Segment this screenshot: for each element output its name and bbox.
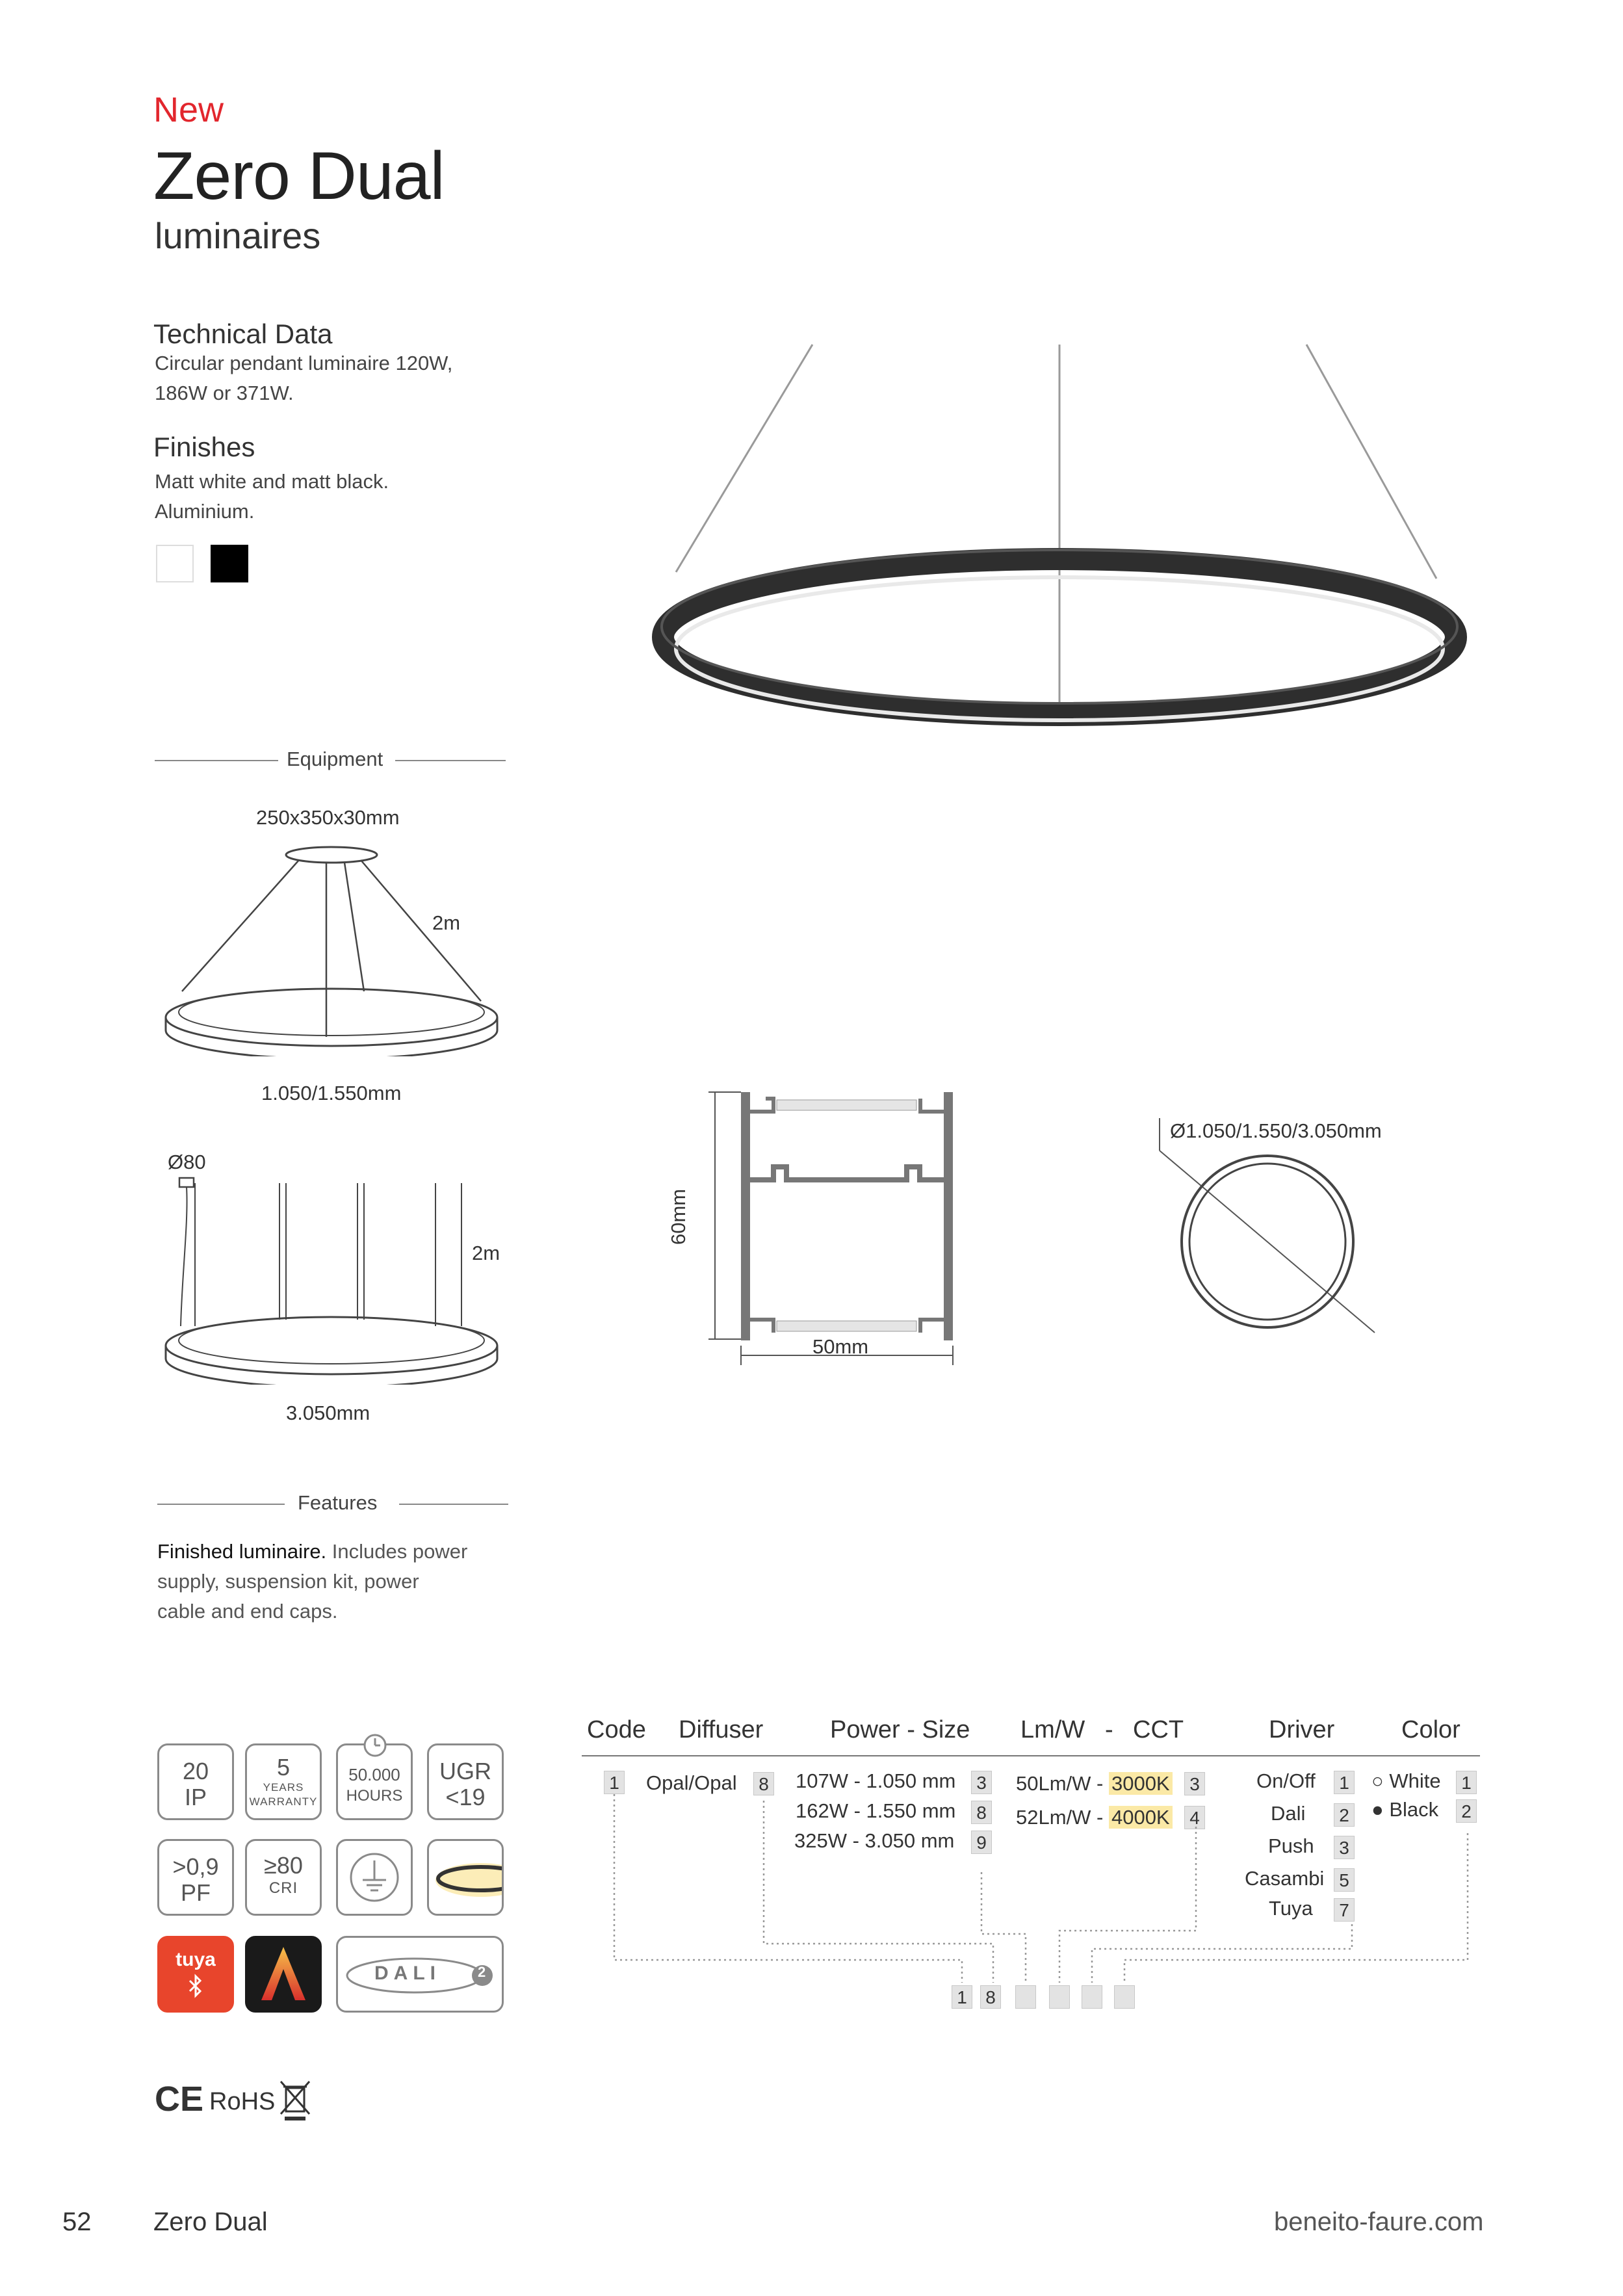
cable-diameter: Ø80 [168, 1151, 206, 1173]
header-driver: Driver [1269, 1716, 1335, 1743]
driver-option-4: Casambi [1245, 1867, 1325, 1890]
profile-section-drawing [689, 1086, 962, 1378]
technical-heading: Technical Data [153, 319, 333, 349]
driver-option-2: Dali [1271, 1802, 1306, 1825]
diffuser-option: Opal/Opal [646, 1771, 737, 1794]
header-power: Power - Size [830, 1716, 970, 1743]
color-option-1 [1371, 1769, 1441, 1793]
ip-value: 20 [182, 1758, 209, 1784]
driver-number-2: 2 [1334, 1803, 1355, 1827]
dali-label: DALI [374, 1963, 441, 1984]
earth-ground-icon [338, 1841, 411, 1914]
ip-badge [157, 1743, 234, 1820]
header-code: Code [587, 1716, 646, 1743]
new-label: New [153, 90, 224, 129]
page-number: 52 [62, 2208, 92, 2236]
finishes-heading: Finishes [153, 432, 255, 462]
table-header-rule [582, 1755, 1480, 1756]
features-text-1: Includes power [326, 1540, 468, 1563]
lmw-number-1: 3 [1184, 1772, 1205, 1795]
ring-diameter-drawing [1144, 1118, 1391, 1339]
cri-line2: CRI [268, 1879, 298, 1897]
casambi-badge [245, 1936, 322, 2013]
lmw-number-2: 4 [1184, 1806, 1205, 1829]
warranty-line2: WARRANTY [249, 1795, 318, 1808]
tuya-badge [157, 1936, 234, 2013]
tuya-label: tuya [175, 1949, 216, 1970]
swatch-black [211, 545, 248, 582]
ugr-line2: <19 [445, 1784, 486, 1810]
power-number-1: 3 [971, 1771, 992, 1794]
header-color: Color [1401, 1716, 1461, 1743]
clock-icon [362, 1732, 388, 1758]
features-rule-left [157, 1504, 285, 1505]
result-digit-4 [1049, 1985, 1070, 2009]
result-digit-1: 1 [952, 1985, 972, 2009]
driver-number-1: 1 [1334, 1771, 1355, 1794]
equipment-rule-right [395, 760, 506, 761]
power-number-3: 9 [971, 1831, 992, 1854]
ce-mark: CE [155, 2080, 204, 2119]
footer-website-link[interactable]: beneito-faure.com [1274, 2208, 1484, 2236]
ring-diameter: Ø1.050/1.550/3.050mm [1170, 1119, 1382, 1142]
page-title: Zero Dual [153, 138, 445, 214]
finishes-text-1: Matt white and matt black. [155, 470, 389, 493]
ground-badge [336, 1839, 413, 1916]
driver-option-3: Push [1268, 1834, 1314, 1857]
equipment-drawing-large [156, 1170, 507, 1385]
lmw-prefix-1: 50Lm/W - [1016, 1772, 1109, 1795]
result-digit-6 [1114, 1985, 1135, 2009]
pf-badge [157, 1839, 234, 1916]
casambi-logo-icon [247, 1938, 320, 2011]
features-line-1 [157, 1537, 467, 1567]
color-number-1: 1 [1456, 1771, 1477, 1794]
features-text-2: supply, suspension kit, power [157, 1570, 419, 1593]
warranty-line1: YEARS [263, 1781, 304, 1794]
features-label: Features [298, 1491, 378, 1514]
pf-line1: >0,9 [172, 1853, 219, 1880]
power-option-3: 325W - 3.050 mm [794, 1829, 955, 1852]
result-digit-5 [1082, 1985, 1102, 2009]
footer-product: Zero Dual [153, 2208, 268, 2236]
cct-value-1: 3000K [1109, 1772, 1173, 1795]
black-circle-icon: ● [1371, 1798, 1384, 1821]
result-digit-3 [1015, 1985, 1036, 2009]
power-number-2: 8 [971, 1801, 992, 1824]
features-bold: Finished luminaire. [157, 1540, 327, 1563]
features-rule-right [399, 1504, 508, 1505]
code-number: 1 [604, 1771, 625, 1794]
finishes-text-2: Aluminium. [155, 500, 255, 523]
power-option-1: 107W - 1.050 mm [796, 1769, 956, 1792]
swatch-white [156, 545, 194, 582]
indirect-light-badge [427, 1839, 504, 1916]
driver-option-5: Tuya [1269, 1897, 1313, 1920]
header-dash: - [1105, 1716, 1113, 1743]
cable-length-1: 2m [432, 911, 461, 934]
equipment-label: Equipment [287, 748, 383, 770]
profile-height: 60mm [667, 1188, 690, 1245]
hours-label: HOURS [346, 1787, 403, 1805]
color-number-2: 2 [1456, 1799, 1477, 1823]
color-label-1: White [1389, 1769, 1441, 1792]
white-circle-icon: ○ [1371, 1769, 1384, 1792]
warranty-badge [245, 1743, 322, 1820]
color-label-2: Black [1389, 1798, 1439, 1821]
lmw-option-1 [1016, 1772, 1173, 1795]
diffuser-number: 8 [753, 1772, 774, 1795]
ip-label: IP [184, 1784, 207, 1810]
diameter-large: 3.050mm [286, 1402, 370, 1424]
profile-width: 50mm [812, 1335, 869, 1358]
warranty-value: 5 [276, 1754, 291, 1781]
header-lmw: Lm/W [1020, 1716, 1085, 1743]
driver-number-3: 3 [1334, 1836, 1355, 1859]
equipment-rule-left [155, 760, 278, 761]
header-cct: CCT [1133, 1716, 1184, 1743]
rohs-mark: RoHS [209, 2088, 276, 2115]
hours-badge [336, 1743, 413, 1820]
product-hero-image [598, 338, 1521, 741]
hours-value: 50.000 [348, 1765, 400, 1784]
cct-value-2: 4000K [1109, 1806, 1173, 1829]
page-subtitle: luminaires [155, 215, 321, 256]
features-text-3: cable and end caps. [157, 1600, 338, 1623]
technical-text-1: Circular pendant luminaire 120W, [155, 352, 453, 374]
cri-badge [245, 1839, 322, 1916]
driver-number-4: 5 [1334, 1868, 1355, 1892]
canopy-size: 250x350x30mm [256, 806, 400, 829]
diameter-small: 1.050/1.550mm [261, 1082, 402, 1104]
driver-option-1: On/Off [1256, 1769, 1316, 1792]
power-option-2: 162W - 1.550 mm [796, 1799, 956, 1822]
equipment-drawing-small [156, 842, 507, 1056]
light-ring-icon [429, 1841, 502, 1914]
code-connector-lines [585, 1794, 1482, 1983]
weee-bin-icon [278, 2079, 312, 2122]
pf-line2: PF [180, 1879, 211, 1906]
ugr-badge [427, 1743, 504, 1820]
dali-badge [336, 1936, 504, 2013]
result-digit-2: 8 [980, 1985, 1001, 2009]
technical-text-2: 186W or 371W. [155, 382, 294, 404]
lmw-prefix-2: 52Lm/W - [1016, 1806, 1109, 1829]
dali-version: 2 [478, 1964, 486, 1980]
cable-length-2: 2m [472, 1242, 500, 1264]
cri-line1: ≥80 [264, 1852, 303, 1879]
bluetooth-icon [186, 1973, 205, 1999]
header-diffuser: Diffuser [679, 1716, 764, 1743]
driver-number-5: 7 [1334, 1898, 1355, 1922]
ugr-line1: UGR [439, 1758, 491, 1784]
